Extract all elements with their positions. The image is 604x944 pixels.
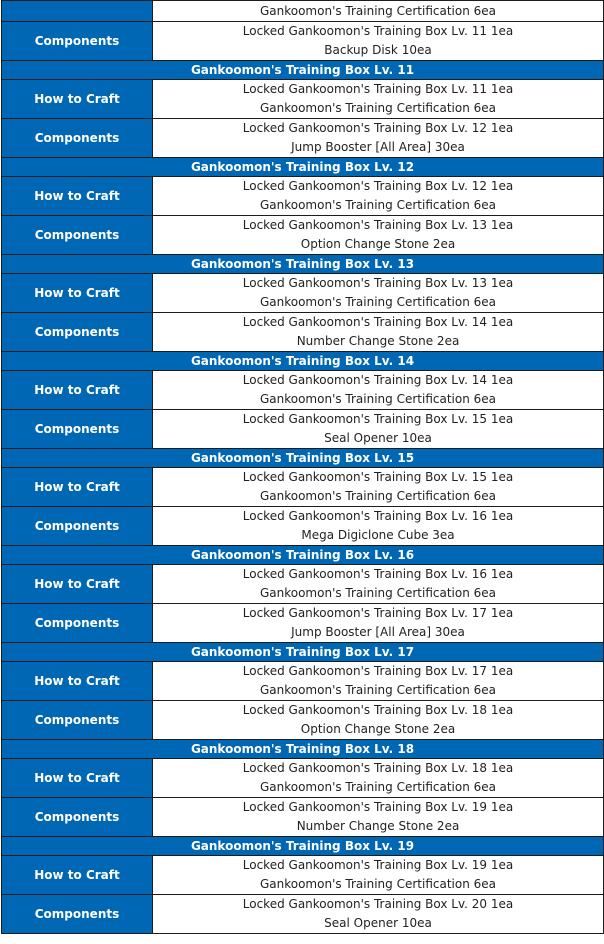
section-title-row — [2, 255, 604, 274]
value-line: Number Change Stone 2ea — [296, 334, 460, 348]
how-to-craft-label: How to Craft — [2, 565, 153, 604]
table-row-how-to-craft — [2, 274, 604, 313]
value-line: Locked Gankoomon's Training Box Lv. 16 1ea — [242, 509, 514, 523]
value-line: Locked Gankoomon's Training Box Lv. 20 1ea — [242, 897, 514, 911]
section-title-row — [2, 352, 604, 371]
section-title: Gankoomon's Training Box Lv. 17 — [2, 643, 604, 662]
value-line: Locked Gankoomon's Training Box Lv. 11 1ea — [242, 24, 514, 38]
how-to-craft-label: How to Craft — [2, 662, 153, 701]
components-value — [153, 895, 604, 934]
value-line: Seal Opener 10ea — [324, 916, 432, 930]
section-title-row — [2, 546, 604, 565]
table-row-components — [2, 604, 604, 643]
value-line: Locked Gankoomon's Training Box Lv. 18 1ea — [242, 703, 514, 717]
table-row-how-to-craft — [2, 856, 604, 895]
components-label: Components — [2, 410, 153, 449]
how-to-craft-label: How to Craft — [2, 177, 153, 216]
value-line: Locked Gankoomon's Training Box Lv. 11 1ea — [242, 82, 514, 96]
how-to-craft-value — [153, 856, 604, 895]
table-row-components — [2, 216, 604, 255]
how-to-craft-label: How to Craft — [2, 371, 153, 410]
table-row-how-to-craft — [2, 177, 604, 216]
value-line: Locked Gankoomon's Training Box Lv. 19 1ea — [242, 858, 514, 872]
components-value — [153, 410, 604, 449]
section-title-row — [2, 449, 604, 468]
value-line: Locked Gankoomon's Training Box Lv. 17 1ea — [242, 664, 514, 678]
how-to-craft-value — [153, 565, 604, 604]
table-row-components — [2, 313, 604, 352]
value-line: Locked Gankoomon's Training Box Lv. 12 1ea — [242, 179, 514, 193]
components-label: Components — [2, 798, 153, 837]
value-line: Locked Gankoomon's Training Box Lv. 13 1ea — [242, 276, 514, 290]
how-to-craft-value — [153, 177, 604, 216]
value-line: Locked Gankoomon's Training Box Lv. 12 1ea — [242, 121, 514, 135]
section-title: Gankoomon's Training Box Lv. 12 — [2, 158, 604, 177]
components-label: Components — [2, 507, 153, 546]
value-line: Gankoomon's Training Certification 6ea — [259, 3, 497, 18]
table-row-components — [2, 119, 604, 158]
how-to-craft-label: How to Craft — [2, 468, 153, 507]
section-title-row — [2, 837, 604, 856]
section-title: Gankoomon's Training Box Lv. 13 — [2, 255, 604, 274]
value-line: Mega Digiclone Cube 3ea — [301, 528, 455, 542]
components-label: Components — [2, 604, 153, 643]
table-row-how-to-craft — [2, 371, 604, 410]
table-row-how-to-craft — [2, 80, 604, 119]
table-row-how-to-craft — [2, 759, 604, 798]
how-to-craft-label: How to Craft — [2, 856, 153, 895]
section-title: Gankoomon's Training Box Lv. 14 — [2, 352, 604, 371]
how-to-craft-label: How to Craft — [2, 80, 153, 119]
value-line: Gankoomon's Training Certification 6ea — [259, 489, 497, 503]
how-to-craft-value — [153, 468, 604, 507]
components-label: Components — [2, 895, 153, 934]
value-line: Option Change Stone 2ea — [300, 237, 456, 251]
how-to-craft-value — [153, 274, 604, 313]
value-line: Gankoomon's Training Certification 6ea — [259, 683, 497, 697]
value-line: Locked Gankoomon's Training Box Lv. 14 1ea — [242, 315, 514, 329]
table-row-components — [2, 701, 604, 740]
table-row-how-to-craft — [2, 468, 604, 507]
value-line: Locked Gankoomon's Training Box Lv. 14 1ea — [242, 373, 514, 387]
components-value — [153, 22, 604, 61]
value-line: Gankoomon's Training Certification 6ea — [259, 877, 497, 891]
value-line: Locked Gankoomon's Training Box Lv. 18 1ea — [242, 761, 514, 775]
how-to-craft-value — [153, 759, 604, 798]
value-line: Gankoomon's Training Certification 6ea — [259, 586, 497, 600]
how-to-craft-value — [153, 80, 604, 119]
row-value — [153, 1, 604, 22]
section-title-row — [2, 158, 604, 177]
value-line: Seal Opener 10ea — [324, 431, 432, 445]
how-to-craft-value — [153, 662, 604, 701]
value-line: Gankoomon's Training Certification 6ea — [259, 198, 497, 212]
section-title: Gankoomon's Training Box Lv. 11 — [2, 61, 604, 80]
value-line: Locked Gankoomon's Training Box Lv. 19 1ea — [242, 800, 514, 814]
how-to-craft-label: How to Craft — [2, 759, 153, 798]
components-value — [153, 798, 604, 837]
table-row-components — [2, 410, 604, 449]
components-value — [153, 507, 604, 546]
table-row-components — [2, 22, 604, 61]
value-line: Locked Gankoomon's Training Box Lv. 15 1ea — [242, 412, 514, 426]
components-value — [153, 216, 604, 255]
components-label: Components — [2, 119, 153, 158]
components-value — [153, 313, 604, 352]
table-row-partial — [2, 1, 604, 22]
value-line: Jump Booster [All Area] 30ea — [291, 625, 465, 639]
components-value — [153, 701, 604, 740]
section-title: Gankoomon's Training Box Lv. 16 — [2, 546, 604, 565]
value-line: Backup Disk 10ea — [324, 43, 432, 57]
section-title: Gankoomon's Training Box Lv. 15 — [2, 449, 604, 468]
value-line: Gankoomon's Training Certification 6ea — [259, 392, 497, 406]
section-title: Gankoomon's Training Box Lv. 18 — [2, 740, 604, 759]
components-value — [153, 604, 604, 643]
how-to-craft-value — [153, 371, 604, 410]
section-title-row — [2, 740, 604, 759]
section-title-row — [2, 61, 604, 80]
table-row-how-to-craft — [2, 662, 604, 701]
crafting-table-container — [1, 0, 603, 934]
components-label: Components — [2, 313, 153, 352]
value-line: Jump Booster [All Area] 30ea — [291, 140, 465, 154]
components-label: Components — [2, 22, 153, 61]
value-line: Gankoomon's Training Certification 6ea — [259, 780, 497, 794]
value-line: Locked Gankoomon's Training Box Lv. 13 1ea — [242, 218, 514, 232]
value-line: Gankoomon's Training Certification 6ea — [259, 295, 497, 309]
crafting-table — [1, 0, 604, 934]
components-value — [153, 119, 604, 158]
value-line: Locked Gankoomon's Training Box Lv. 16 1ea — [242, 567, 514, 581]
crafting-table-body — [2, 1, 604, 934]
value-line: Gankoomon's Training Certification 6ea — [259, 101, 497, 115]
table-row-components — [2, 798, 604, 837]
components-label: Components — [2, 701, 153, 740]
table-row-components — [2, 895, 604, 934]
row-label — [2, 1, 153, 22]
table-row-components — [2, 507, 604, 546]
section-title: Gankoomon's Training Box Lv. 19 — [2, 837, 604, 856]
table-row-how-to-craft — [2, 565, 604, 604]
value-line: Locked Gankoomon's Training Box Lv. 17 1ea — [242, 606, 514, 620]
value-line: Number Change Stone 2ea — [296, 819, 460, 833]
components-label: Components — [2, 216, 153, 255]
how-to-craft-label: How to Craft — [2, 274, 153, 313]
section-title-row — [2, 643, 604, 662]
value-line: Option Change Stone 2ea — [300, 722, 456, 736]
value-line: Locked Gankoomon's Training Box Lv. 15 1ea — [242, 470, 514, 484]
